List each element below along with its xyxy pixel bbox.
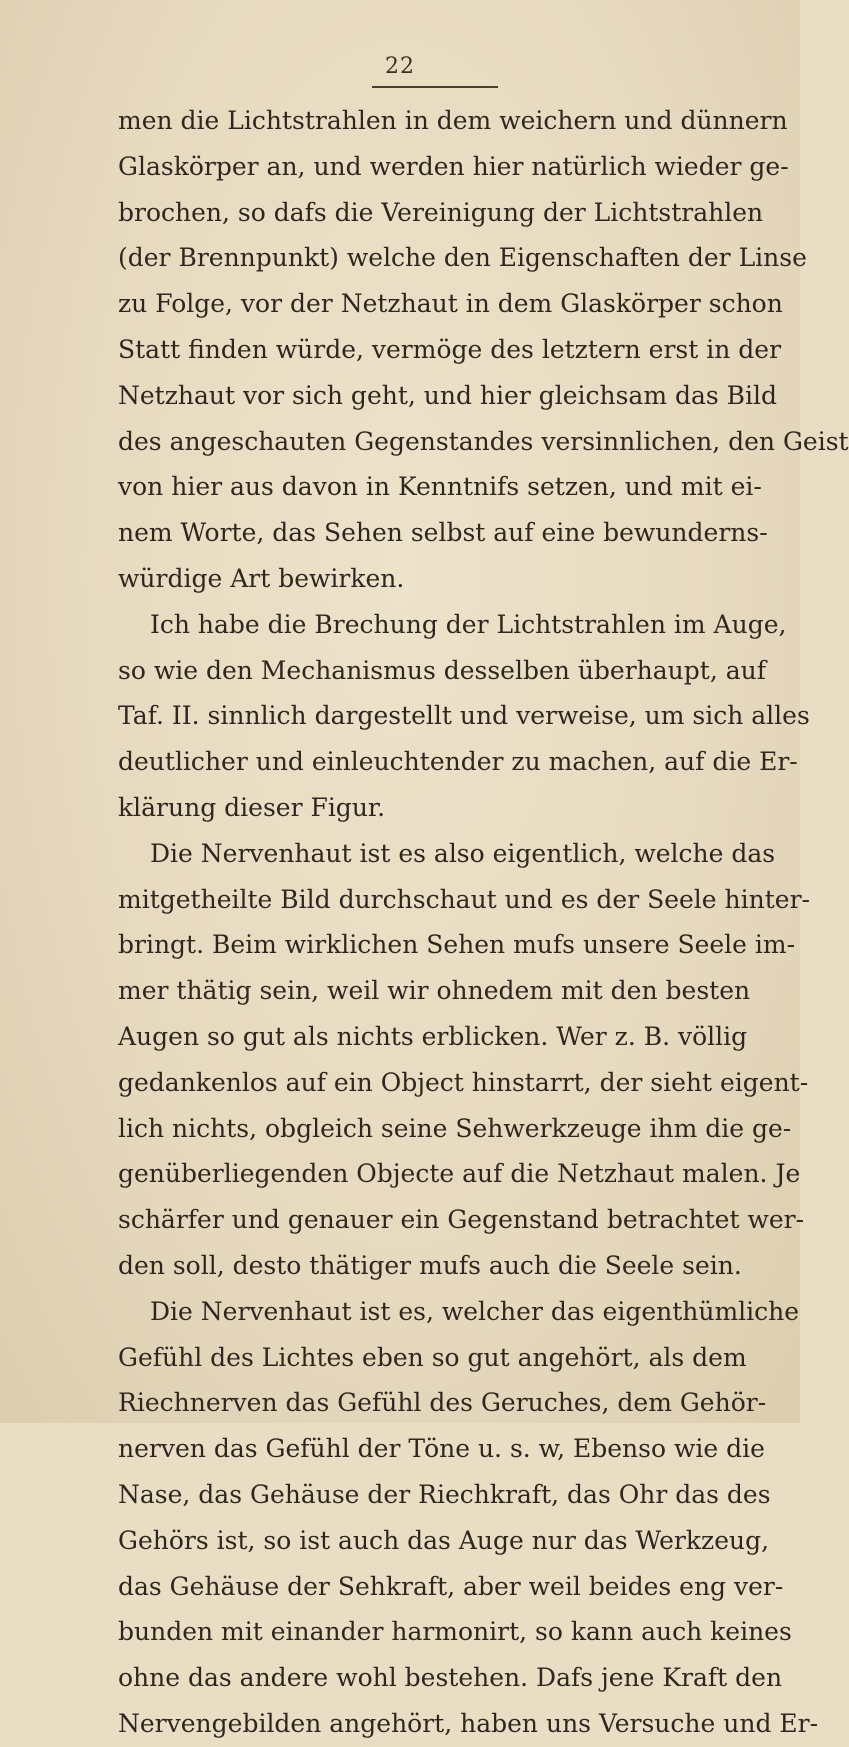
- text-line: Statt finden würde, vermöge des letztern erst in der: [118, 334, 782, 364]
- text-line: klärung dieser Figur.: [118, 792, 386, 822]
- text-line: mitgetheilte Bild durchschaut und es der Seele hinter-: [118, 884, 810, 914]
- text-line: genüberliegenden Objecte auf die Netzhaut malen. Je: [118, 1159, 801, 1189]
- text-line: men die Lichtstrahlen in dem weichern und dünnern: [118, 106, 788, 135]
- text-line: den soll, desto thätiger mufs auch die Seele sein.: [118, 1250, 742, 1280]
- body-text: [118, 98, 849, 1747]
- text-line: von hier aus davon in Kenntnifs setzen, und mit ei-: [118, 472, 762, 502]
- text-line: ohne das andere wohl bestehen. Dafs jene Kraft den: [118, 1663, 783, 1693]
- text-line: Glaskörper an, und werden hier natürlich wieder ge-: [118, 151, 789, 181]
- text-line: so wie den Mechanismus desselben überhaupt, auf: [118, 655, 766, 685]
- text-line: das Gehäuse der Sehkraft, aber weil beides eng ver-: [118, 1571, 784, 1601]
- text-line: Die Nervenhaut ist es also eigentlich, welche das: [150, 838, 776, 868]
- header-rule: [372, 86, 498, 88]
- text-line: (der Brennpunkt) welche den Eigenschaften der Linse: [118, 243, 807, 273]
- text-line: nem Worte, das Sehen selbst auf eine bewunderns-: [118, 518, 768, 548]
- text-line: Gefühl des Lichtes eben so gut angehört, als dem: [118, 1342, 747, 1372]
- text-line: bunden mit einander harmonirt, so kann auch keines: [118, 1617, 792, 1647]
- text-line: nerven das Gefühl der Töne u. s. w, Ebenso wie die: [118, 1434, 765, 1464]
- text-line: deutlicher und einleuchtender zu machen, auf die Er-: [118, 747, 798, 777]
- text-line: Netzhaut vor sich geht, und hier gleichsam das Bild: [118, 380, 778, 410]
- text-line: des angeschauten Gegenstandes versinnlichen, den Geist: [118, 426, 849, 456]
- text-line: zu Folge, vor der Netzhaut in dem Glaskörper schon: [118, 289, 783, 319]
- text-line: Taf. II. sinnlich dargestellt und verweise, um sich alles: [118, 701, 810, 731]
- text-line: Augen so gut als nichts erblicken. Wer z. B. völlig: [118, 1021, 748, 1051]
- text-line: mer thätig sein, weil wir ohnedem mit den besten: [118, 976, 751, 1006]
- page-number: 22: [385, 54, 415, 79]
- text-line: Riechnerven das Gefühl des Geruches, dem Gehör-: [118, 1388, 767, 1418]
- text-line: brochen, so dafs die Vereinigung der Lichtstrahlen: [118, 197, 764, 227]
- text-line: würdige Art bewirken.: [118, 563, 405, 593]
- text-line: Gehörs ist, so ist auch das Auge nur das Werkzeug,: [118, 1525, 770, 1555]
- text-line: Die Nervenhaut ist es, welcher das eigenthümliche: [150, 1296, 800, 1326]
- text-line: Nase, das Gehäuse der Riechkraft, das Ohr das des: [118, 1479, 771, 1509]
- text-line: bringt. Beim wirklichen Sehen mufs unsere Seele im-: [118, 930, 796, 960]
- text-line: schärfer und genauer ein Gegenstand betrachtet wer-: [118, 1205, 805, 1235]
- text-line: Nervengebilden angehört, haben uns Versuche und Er-: [118, 1708, 819, 1738]
- text-line: lich nichts, obgleich seine Sehwerkzeuge ihm die ge-: [118, 1113, 792, 1143]
- text-line: gedankenlos auf ein Object hinstarrt, der sieht eigent-: [118, 1067, 809, 1097]
- text-line: Ich habe die Brechung der Lichtstrahlen im Auge,: [150, 609, 787, 639]
